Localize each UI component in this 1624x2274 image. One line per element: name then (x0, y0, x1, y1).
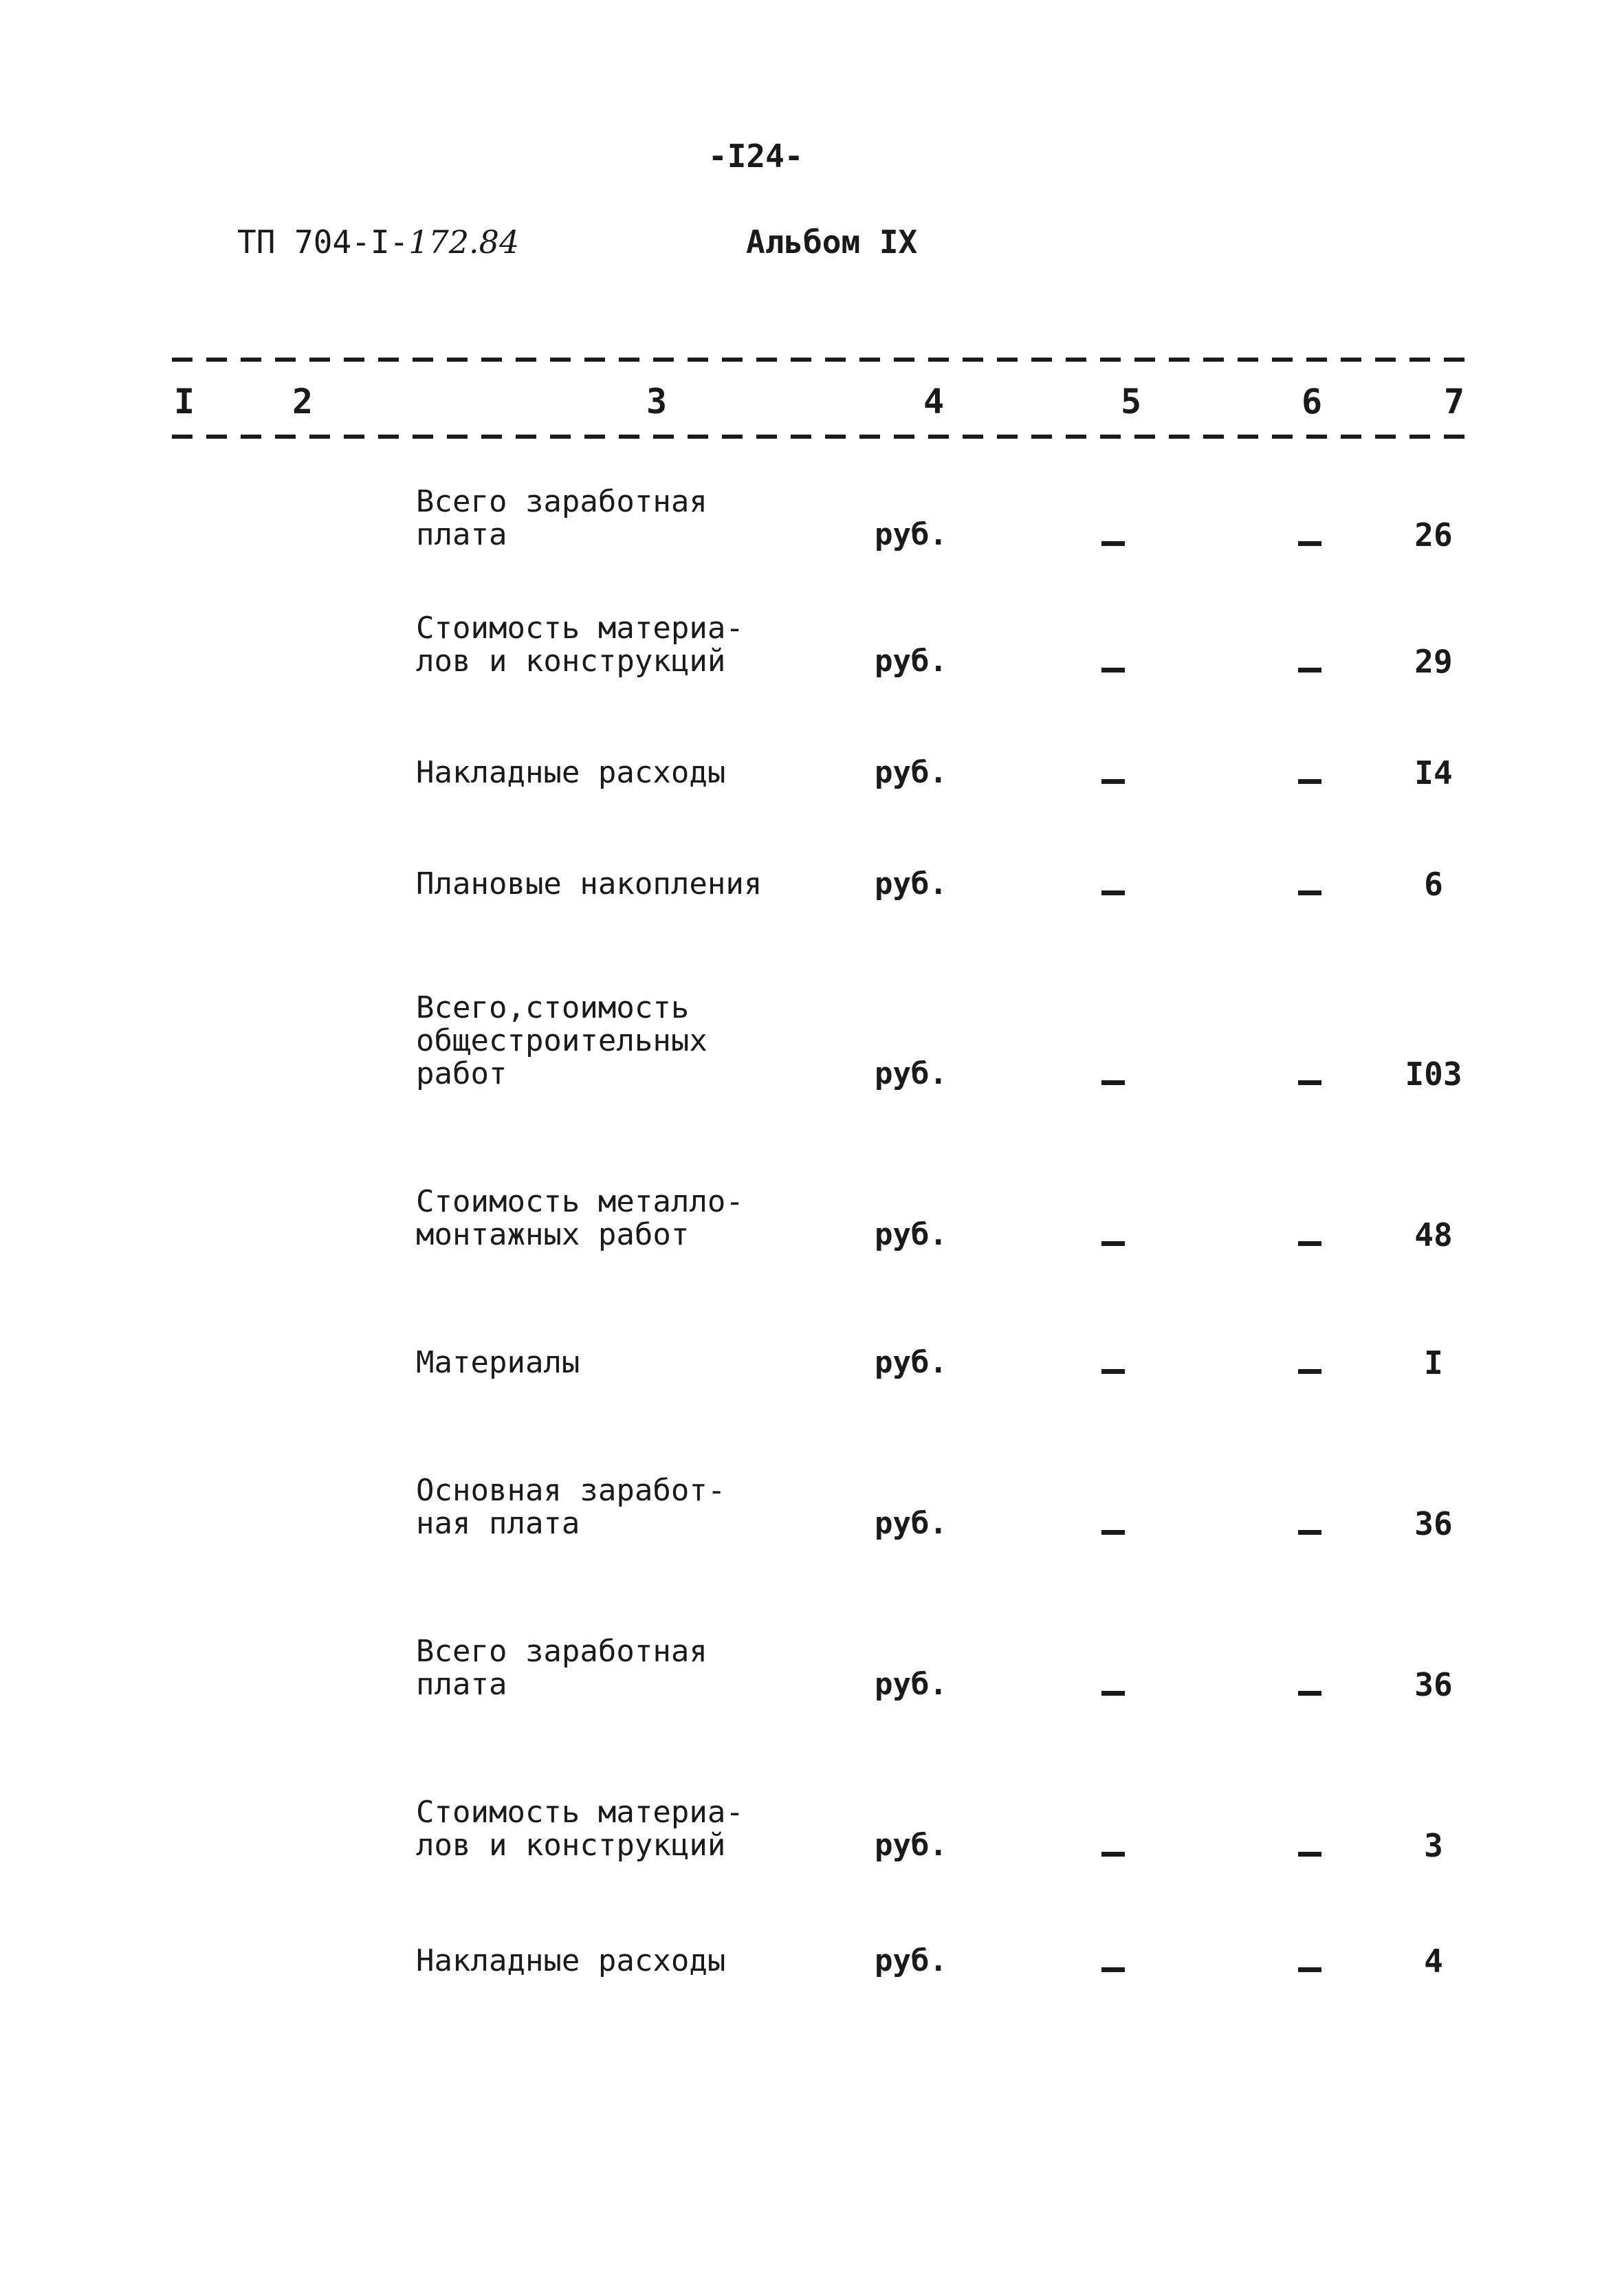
table-row (0, 1169, 1624, 1254)
table-row (0, 818, 1624, 901)
row-unit: руб. (875, 1506, 947, 1541)
row-value: 36 (1414, 1505, 1453, 1542)
row-unit: руб. (875, 1667, 947, 1702)
row-unit: руб. (875, 517, 947, 552)
row-col5-dash (1101, 1530, 1125, 1535)
row-col5-dash (1101, 541, 1125, 546)
table-row (0, 469, 1624, 554)
document-code-typed: ТП 704-I- (237, 223, 409, 261)
row-col5-dash (1101, 668, 1125, 673)
row-col6-dash (1298, 1080, 1321, 1085)
row-col6-dash (1298, 890, 1321, 895)
row-value: 6 (1424, 866, 1443, 903)
row-description: Всего,стоимость общестроительных работ (416, 990, 707, 1091)
row-description: Основная заработ- ная плата (416, 1473, 726, 1541)
row-col6-dash (1298, 1530, 1321, 1535)
row-unit: руб. (875, 866, 947, 901)
row-description: Накладные расходы (416, 755, 726, 790)
row-value: 3 (1424, 1827, 1443, 1864)
row-col6-dash (1298, 1852, 1321, 1857)
column-header-5: 5 (1120, 382, 1142, 422)
row-col5-dash (1101, 890, 1125, 895)
row-unit: руб. (875, 1943, 947, 1978)
row-unit: руб. (875, 1345, 947, 1380)
row-unit: руб. (875, 1828, 947, 1863)
row-col6-dash (1298, 1241, 1321, 1246)
row-description: Стоимость материа- лов и конструкций (416, 1795, 744, 1863)
table-row (0, 1458, 1624, 1540)
table-row (0, 1619, 1624, 1701)
column-header-3: 3 (646, 382, 668, 422)
row-unit: руб. (875, 644, 947, 679)
row-description: Всего заработная плата (416, 1634, 707, 1702)
document-code-handwritten: 172.84 (408, 223, 520, 261)
row-col5-dash (1101, 1080, 1125, 1085)
table-rule-bottom (172, 435, 1471, 439)
row-value: 26 (1414, 516, 1453, 554)
table-row (0, 1895, 1624, 1978)
row-description: Материалы (416, 1345, 580, 1380)
row-description: Всего заработная плата (416, 484, 707, 552)
row-value: 36 (1414, 1666, 1453, 1703)
row-description: Стоимость материа- лов и конструкций (416, 611, 744, 679)
row-col6-dash (1298, 1369, 1321, 1374)
page-number: -I24- (708, 138, 804, 175)
row-description: Накладные расходы (416, 1943, 726, 1978)
table-row (0, 595, 1624, 678)
row-value: 4 (1424, 1943, 1443, 1980)
column-header-7: 7 (1443, 382, 1465, 422)
table-row (0, 1297, 1624, 1379)
row-col5-dash (1101, 1241, 1125, 1246)
row-col5-dash (1101, 1852, 1125, 1857)
row-col6-dash (1298, 1967, 1321, 1972)
row-value: 29 (1414, 643, 1453, 680)
table-row (0, 707, 1624, 789)
row-col6-dash (1298, 668, 1321, 673)
row-description: Плановые накопления (416, 866, 762, 901)
column-header-4: 4 (923, 382, 945, 422)
table-row (0, 1780, 1624, 1862)
row-unit: руб. (875, 755, 947, 790)
row-col5-dash (1101, 1967, 1125, 1972)
table-row (0, 990, 1624, 1093)
document-code (237, 223, 519, 261)
row-value: I (1424, 1344, 1443, 1381)
row-unit: руб. (875, 1056, 947, 1091)
row-col5-dash (1101, 1369, 1125, 1374)
row-col5-dash (1101, 779, 1125, 784)
row-unit: руб. (875, 1217, 947, 1252)
row-col6-dash (1298, 541, 1321, 546)
row-col5-dash (1101, 1691, 1125, 1696)
row-value: I4 (1414, 754, 1453, 791)
column-header-1: I (173, 382, 195, 422)
row-value: 48 (1414, 1216, 1453, 1254)
column-header-2: 2 (292, 382, 314, 422)
album-label: Альбом IX (746, 223, 918, 261)
row-description: Стоимость металло- монтажных работ (416, 1184, 744, 1252)
row-value: I03 (1405, 1056, 1462, 1093)
row-col6-dash (1298, 779, 1321, 784)
column-header-6: 6 (1301, 382, 1323, 422)
row-col6-dash (1298, 1691, 1321, 1696)
table-rule-top (172, 358, 1471, 362)
